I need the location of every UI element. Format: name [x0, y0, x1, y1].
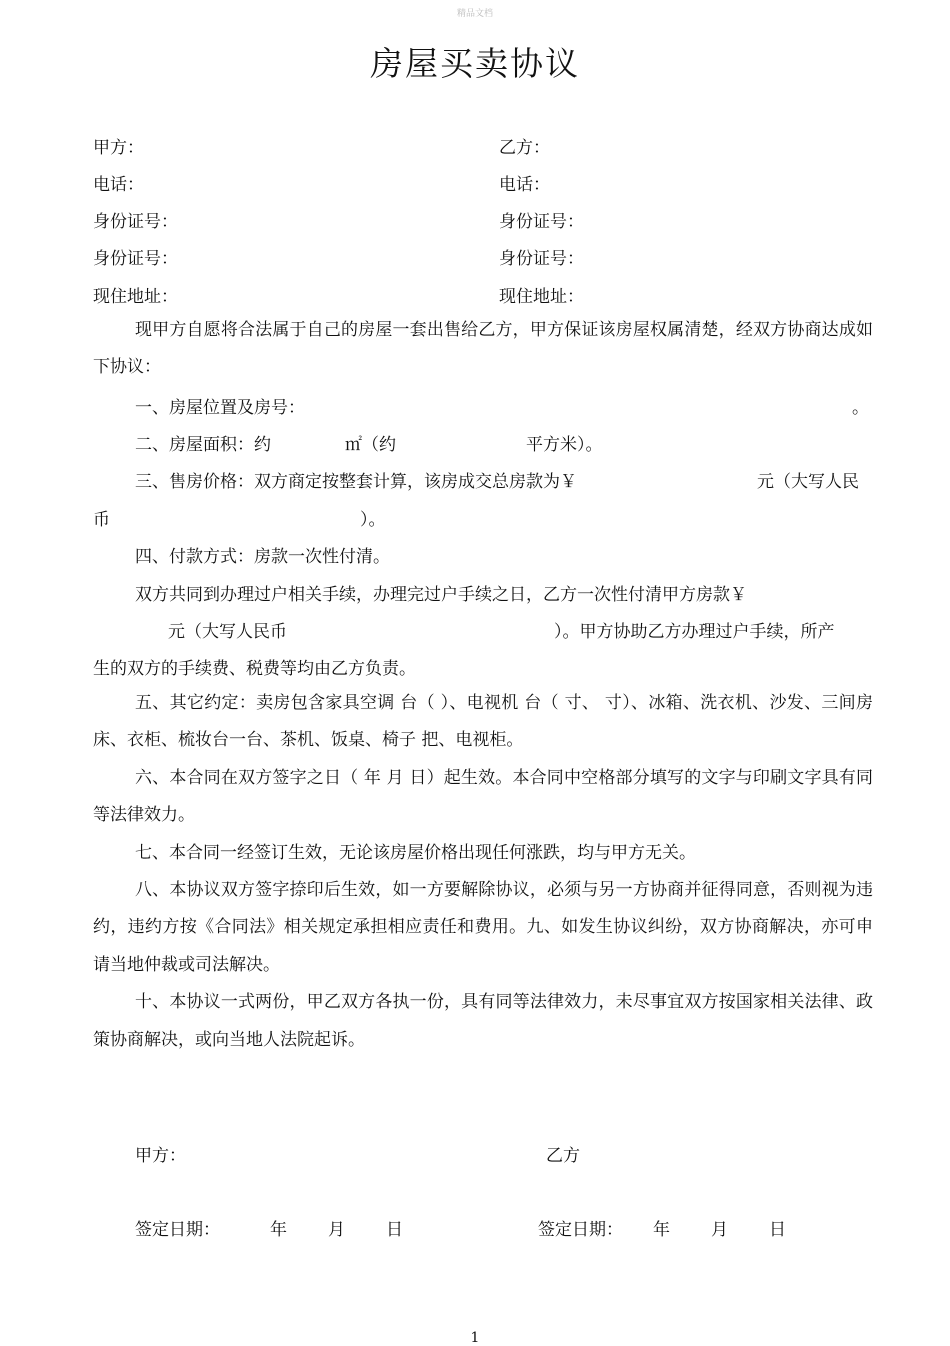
clause-4-transfer: 双方共同到办理过户相关手续，办理完过户手续之日，乙方一次性付清甲方房款￥ [135, 585, 747, 605]
watermark: 精品文档 [456, 9, 493, 19]
document-title: 房屋买卖协议 [370, 44, 580, 83]
party-a-label: 甲方： [93, 138, 144, 158]
clause-6: 六、本合同在双方签字之日（ 年 月 日）起生效。本合同中空格部分填写的文字与印刷文字具有同等法律效力。 [93, 767, 873, 826]
date-month-a: 月 [328, 1220, 345, 1240]
clause-3-end: ）。 [360, 510, 386, 530]
clause-5: 五、其它约定：卖房包含家具空调 台（ ）、电视机 台（ 寸、 寸）、冰箱、洗衣机、沙发、三间房床、衣柜、梳妆台一台、茶机、饭桌、椅子 把、电视柜。 [93, 693, 873, 751]
page-number: 1 [470, 1330, 480, 1346]
signature-party-b: 乙方 [546, 1146, 580, 1166]
party-a-id2-label: 身份证号： [93, 249, 178, 269]
date-year-b: 年 [653, 1220, 670, 1240]
date-month-b: 月 [711, 1220, 728, 1240]
date-day-b: 日 [769, 1220, 786, 1240]
clause-4-assist: ）。甲方协助乙方办理过户手续，所产 [554, 622, 835, 642]
party-a-address-label: 现住地址： [93, 287, 178, 307]
clause-4: 四、付款方式：房款一次性付清。 [135, 547, 390, 567]
date-label-a: 签定日期： [135, 1220, 220, 1240]
clause-3-currency: 币 [93, 510, 110, 530]
clause-7: 七、本合同一经签订生效，无论该房屋价格出现任何涨跌，均与甲方无关。 [135, 842, 696, 863]
clause-4-yuan: 元（大写人民币 [168, 622, 287, 642]
clause-2-sqm: ㎡（约 [345, 435, 396, 455]
clause-3-price: 三、售房价格：双方商定按整套计算，该房成交总房款为￥ [135, 472, 577, 492]
intro-paragraph: 现甲方自愿将合法属于自己的房屋一套出售给乙方，甲方保证该房屋权属清楚，经双方协商达成如下协议： [93, 320, 873, 378]
clause-10: 十、本协议一式两份，甲乙双方各执一份，具有同等法律效力，未尽事宜双方按国家相关法律、政策协商解决，或向当地人法院起诉。 [93, 992, 873, 1050]
clause-2-end: 平方米）。 [526, 435, 603, 455]
clause-3-yuan: 元（大写人民 [757, 472, 859, 492]
party-a-phone-label: 电话： [93, 175, 144, 195]
party-b-phone-label: 电话： [499, 175, 550, 195]
party-b-id2-label: 身份证号： [499, 249, 584, 269]
party-a-id-label: 身份证号： [93, 212, 178, 232]
date-label-b: 签定日期： [538, 1220, 623, 1240]
date-year-a: 年 [270, 1220, 287, 1240]
clause-8: 八、本协议双方签字捺印后生效，如一方要解除协议，必须与另一方协商并征得同意，否则视为违约，违约方按《合同法》相关规定承担相应责任和费用。九、如发生协议纠纷，双方协商解决，亦可申请当地仲裁或司法解决。 [93, 880, 873, 975]
party-b-address-label: 现住地址： [499, 287, 584, 307]
clause-1: 一、房屋位置及房号： [135, 398, 305, 418]
party-b-id-label: 身份证号： [499, 212, 584, 232]
clause-4-fees: 生的双方的手续费、税费等均由乙方负责。 [93, 659, 416, 679]
date-day-a: 日 [386, 1220, 403, 1240]
clause-1-end: 。 [852, 398, 869, 418]
clause-2-area: 二、房屋面积：约 [135, 435, 271, 455]
party-b-label: 乙方： [499, 138, 550, 158]
signature-party-a: 甲方： [135, 1146, 186, 1166]
